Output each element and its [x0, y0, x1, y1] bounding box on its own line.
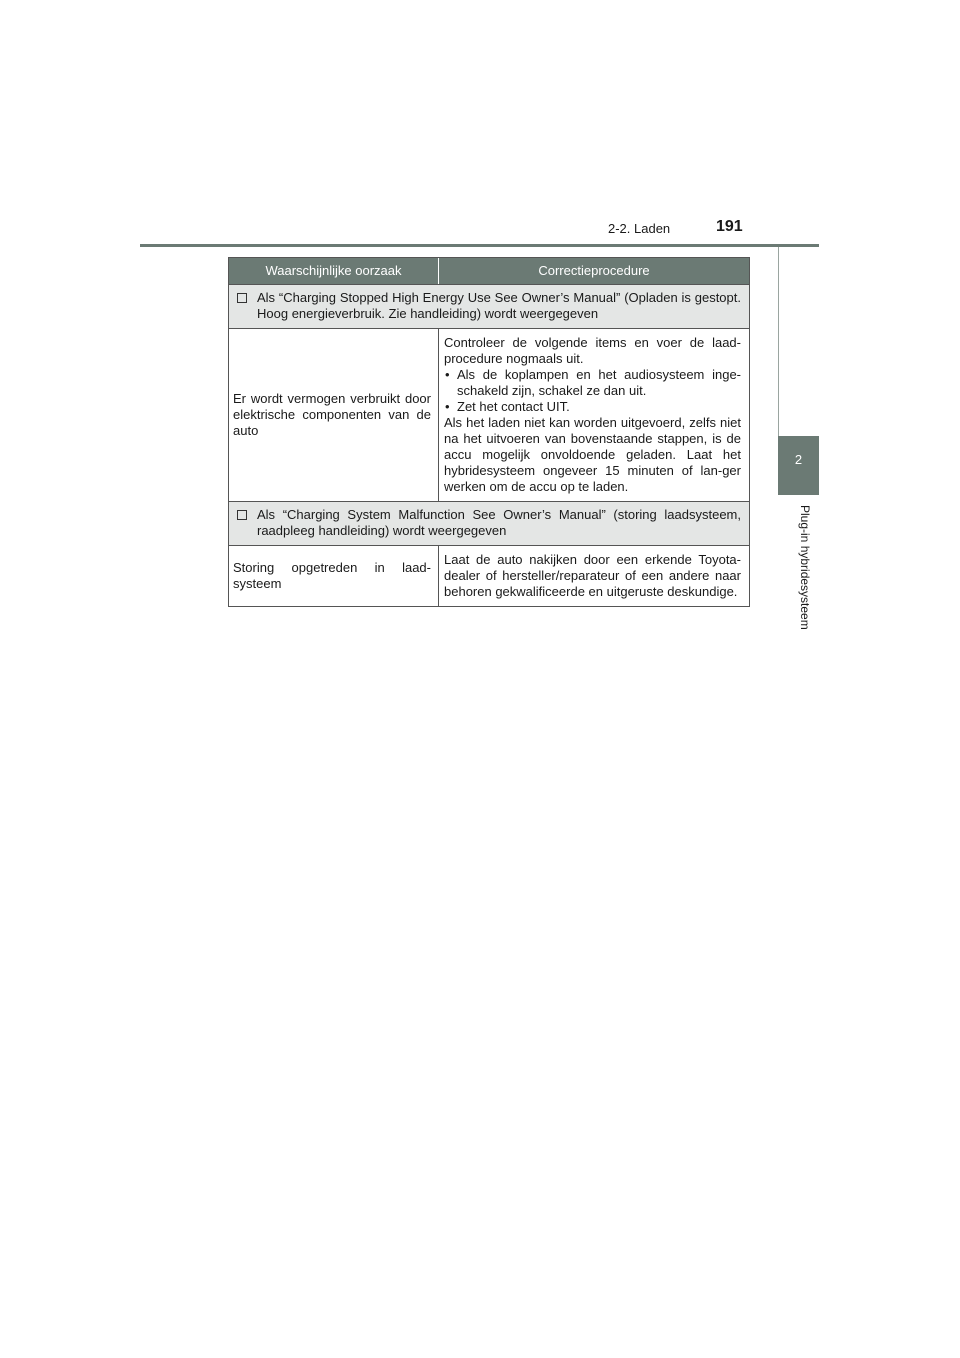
- chapter-tab: [778, 436, 819, 495]
- cause-text: Er wordt vermogen verbruikt door elektrische componenten van de auto: [233, 391, 431, 438]
- section-title: 2-2. Laden: [608, 221, 671, 236]
- table-header: [229, 258, 749, 284]
- list-item-text: Zet het contact UIT.: [457, 399, 570, 414]
- procedure-cell: [439, 329, 749, 501]
- chapter-title: Plug-in hybridesysteem: [798, 505, 812, 630]
- table-row: [229, 328, 749, 501]
- side-divider: [778, 247, 779, 436]
- procedure-text: Laat de auto nakijken door een erkende Toyota-dealer of hersteller/reparateur of een andere naar behoren gekwalificeerde en uitgeruste deskundige.: [444, 552, 741, 599]
- cause-text: Storing opgetreden in laad-systeem: [233, 560, 431, 591]
- checkbox-square-icon: [237, 510, 247, 520]
- chapter-number: 2: [794, 452, 803, 467]
- table-row: [229, 545, 749, 606]
- cause-cell: [229, 546, 439, 606]
- list-item: [444, 367, 741, 399]
- list-item-text: Als de koplampen en het audiosysteem inge-schakeld zijn, schakel ze dan uit.: [457, 367, 741, 398]
- column-header-procedure: Correctieprocedure: [538, 263, 650, 278]
- procedure-intro: Controleer de volgende items en voer de laad-procedure nogmaals uit.: [444, 335, 741, 366]
- condition-row: [229, 501, 749, 545]
- procedure-outro: Als het laden niet kan worden uitgevoerd, zelfs niet na het uitvoeren van bovenstaande stappen, is de accu mogelijk onvoldoende geladen. Laat het hybridesysteem ongeveer 15 minuten of lan-ger werken om de accu op te laden.: [444, 415, 741, 494]
- page-number: 191: [716, 218, 743, 235]
- troubleshooting-table: [228, 257, 750, 607]
- checkbox-square-icon: [237, 293, 247, 303]
- list-item: [444, 399, 741, 415]
- header-divider: [140, 244, 819, 247]
- procedure-cell: [439, 546, 749, 606]
- bullet-icon: •: [445, 399, 450, 414]
- condition-text: Als “Charging Stopped High Energy Use See Owner’s Manual” (Opladen is gestopt. Hoog energieverbruik. Zie handleiding) wordt weergegeven: [257, 290, 741, 321]
- cause-cell: [229, 329, 439, 501]
- condition-row: [229, 284, 749, 328]
- column-header-cause: Waarschijnlijke oorzaak: [229, 258, 439, 284]
- bullet-icon: •: [445, 367, 450, 382]
- condition-text: Als “Charging System Malfunction See Owner’s Manual” (storing laadsysteem, raadpleeg handleiding) wordt weergegeven: [257, 507, 741, 538]
